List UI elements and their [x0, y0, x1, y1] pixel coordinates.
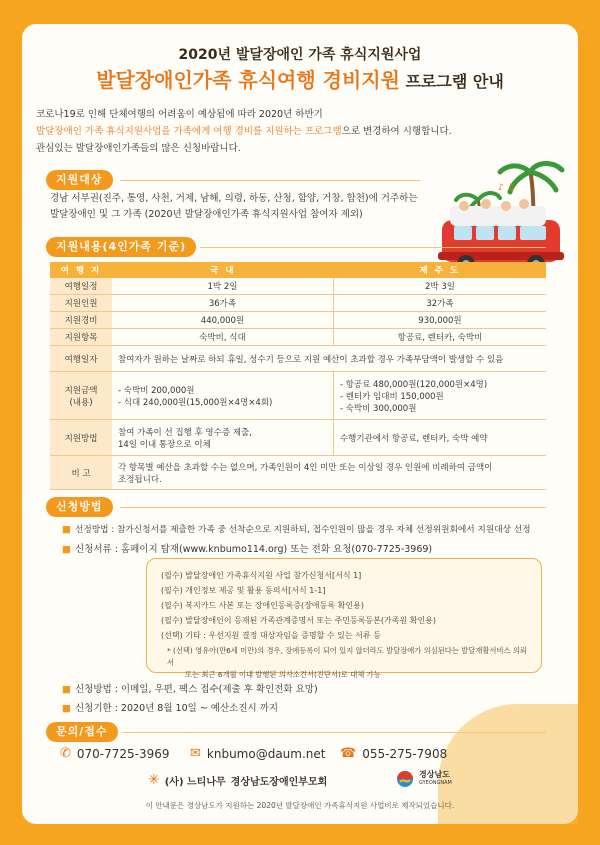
contact-fax[interactable] [340, 746, 447, 761]
apply-line-deadline [62, 699, 318, 718]
table-cell: 참여자가 원하는 날짜로 하되 휴일, 성수기 등으로 지원 예산이 초과할 경우 가족부담액이 발생할 수 있음 [112, 346, 546, 372]
row-label-line: (내용) [69, 397, 93, 408]
table-cell [112, 372, 333, 420]
table-cell: 항공료, 렌터카, 숙박비 [333, 329, 546, 346]
table-row [50, 295, 546, 312]
document-item: (필수) 발달장애인 가족휴식지원 사업 참가신청서[서식 1] [161, 571, 362, 580]
table-row [50, 329, 546, 346]
title-tail: 프로그램 안내 [405, 72, 504, 91]
section-divider [122, 732, 546, 733]
flyer-title [0, 64, 600, 93]
cell-line: 참여 가족이 선 집행 후 영수증 제출, [118, 427, 252, 438]
apply-line-text: 신청서류 : 홈페이지 탑재(www.knbumo114.org) 또는 전화 요청(070-7725-3969) [74, 544, 433, 555]
bus-illustration-icon [438, 160, 568, 278]
section-divider [120, 180, 420, 181]
section-tag-contact: 문의/접수 [46, 722, 118, 742]
organizer [148, 772, 327, 788]
table-cell: 36가족 [112, 295, 333, 312]
sponsor [396, 770, 452, 788]
intro-line-2-rest: 으로 변경하여 시행합니다. [341, 126, 452, 137]
table-cell: 440,000원 [112, 312, 333, 329]
row-label: 지원방법 [50, 420, 112, 456]
table-cell: 숙박비, 식대 [112, 329, 333, 346]
section-tag-content: 지원내용(4인가족 기준) [46, 237, 196, 257]
document-item: (필수) 개인정보 제공 및 활용 동의서[서식 1-1] [161, 586, 326, 595]
apply-line-text: 신청기한 : 2020년 8월 10일 ~ 예산소진시 까지 [74, 703, 279, 714]
cell-line: - 숙박비 300,000원 [339, 403, 417, 414]
apply-line-documents [62, 540, 531, 559]
contact-email[interactable] [190, 746, 326, 761]
svg-text:♪ ♫: ♪ ♫ [498, 183, 515, 193]
row-label: 비 고 [50, 456, 112, 490]
row-label: 지원인원 [50, 295, 112, 312]
table-cell: 930,000원 [333, 312, 546, 329]
document-item: (필수) 복지카드 사본 또는 장애인등록증(장애등록 확인용) [161, 601, 364, 610]
table-header: 국 내 [112, 262, 333, 278]
table-cell [333, 372, 546, 420]
table-cell [112, 456, 546, 490]
intro-line-2 [36, 123, 506, 140]
row-label: 지원경비 [50, 312, 112, 329]
row-label: 여행일정 [50, 278, 112, 295]
target-description [50, 191, 450, 223]
intro-line-1: 코로나19로 인해 단체여행의 어려움이 예상됨에 따라 2020년 하반기 [36, 109, 323, 120]
title-main: 발달장애인가족 휴식여행 경비지원 [96, 68, 400, 92]
intro-highlight: 발달장애인 가족 휴식지원사업을 가족에게 여행 경비를 지원하는 프로그램 [36, 126, 342, 137]
cell-line: - 항공료 480,000원(120,000원×4명) [339, 379, 488, 390]
section-divider [120, 507, 546, 508]
row-label: 여행일자 [50, 346, 112, 372]
table-header: 여 행 지 [50, 262, 112, 278]
fax-number: 055-275-7908 [362, 746, 448, 761]
cell-line: - 식대 240,000원(15,000원×4명×4회) [118, 397, 273, 408]
document-item: (선택) 기타 : 우선지원 결정 대상자임을 증명할 수 있는 서류 등 [161, 631, 381, 640]
bullet-icon: ■ [62, 524, 71, 535]
cell-line: 각 항목별 예산을 초과할 수는 없으며, 가족인원이 4인 미만 또는 이상일 경우 인원에 비례하여 금액이 [118, 462, 493, 473]
table-cell: 수행기관에서 항공료, 렌터카, 숙박 예약 [333, 420, 546, 456]
table-row [50, 312, 546, 329]
sponsor-text [419, 770, 452, 788]
bullet-icon: ■ [62, 684, 71, 695]
table-cell: 32가족 [333, 295, 546, 312]
contact-phone[interactable] [60, 746, 170, 761]
sponsor-name-en: GYEONGNAM [419, 780, 452, 786]
apply-top-lines [62, 520, 531, 559]
bullet-icon: ■ [62, 703, 71, 714]
table-cell [112, 420, 333, 456]
target-line-2: 발달장애인 및 그 가족 (2020년 발달장애인가족 휴식지원사업 참여자 제외) [50, 209, 363, 220]
phone-icon: ✆ [60, 746, 71, 761]
section-divider [200, 247, 546, 248]
fax-icon: ☎ [340, 746, 357, 761]
apply-line-text: 신청방법 : 이메일, 우편, 팩스 접수(제출 후 확인전화 요망) [74, 684, 318, 695]
apply-line-text: 선정방법 : 참가신청서를 제출한 가족 중 선착순으로 지원하되, 접수인원이 많을 경우 자체 선정위원회에서 지원대상 선정 [74, 525, 531, 535]
gyeongnam-logo-icon [396, 770, 414, 788]
intro-line-3: 관심있는 발달장애인가족들의 많은 신청바랍니다. [36, 143, 241, 154]
phone-number: 070-7725-3969 [76, 746, 170, 761]
table-header: 제 주 도 [333, 262, 546, 278]
sponsor-name: 경상남도 [419, 770, 450, 779]
table-row [50, 346, 546, 372]
mail-icon: ✉ [190, 746, 201, 761]
apply-line-selection [62, 520, 531, 540]
cell-line: 조정됩니다. [118, 474, 162, 485]
intro-text [36, 106, 506, 157]
row-label-line: 지원금액 [64, 385, 98, 396]
document-item: (필수) 발달장애인이 등재된 가족관계증명서 또는 주민등록등본(가족원 확인용) [161, 616, 437, 625]
document-note-line: * (선택) 영유아(만6세 미만)의 경우, 장애등록이 되어 있지 않더라도 발달장애가 의심된다는 발달재활서비스 의뢰서 [167, 646, 527, 667]
target-line-1: 경남 서부권(진주, 통영, 사천, 거제, 남해, 의령, 하동, 산청, 함양, 거창, 합천)에 거주하는 [50, 193, 418, 204]
flyer-subtitle: 2020년 발달장애인 가족 휴식지원사업 [178, 47, 422, 63]
table-cell: 1박 2일 [112, 278, 333, 295]
email-address: knbumo@daum.net [206, 746, 326, 761]
bullet-icon: ■ [62, 544, 71, 555]
footer-note: 이 안내문은 경상남도가 지원하는 2020년 발달장애인 가족휴식지원 사업비로 제작되었습니다. [145, 801, 455, 810]
table-row [50, 278, 546, 295]
apply-line-method [62, 680, 318, 699]
table-header-row [50, 262, 546, 278]
table-row [50, 420, 546, 456]
apply-bottom-lines [62, 680, 318, 718]
organizer-name-1: (사) 느티나무 [164, 776, 226, 788]
table-row [50, 372, 546, 420]
organizer-name-2: 경상남도장애인부모회 [230, 776, 328, 788]
document-note [161, 645, 527, 681]
row-label [50, 372, 112, 420]
section-tag-apply: 신청방법 [46, 497, 113, 517]
cell-line: - 숙박비 200,000원 [118, 385, 195, 396]
neutinamu-logo-icon: ✳ [148, 772, 160, 788]
row-label: 지원항목 [50, 329, 112, 346]
section-tag-target: 지원대상 [46, 170, 113, 190]
table-row [50, 456, 546, 490]
cell-line: 14일 이내 통장으로 이체 [118, 439, 211, 450]
cell-line: - 렌터카 임대비 150,000원 [339, 391, 444, 402]
document-note-line: 또는 최근 6개월 이내 발행된 의사소견서(진단서)로 대체 가능 [185, 670, 381, 679]
support-table [50, 262, 546, 490]
table-cell: 2박 3일 [333, 278, 546, 295]
required-documents-box [146, 558, 542, 679]
